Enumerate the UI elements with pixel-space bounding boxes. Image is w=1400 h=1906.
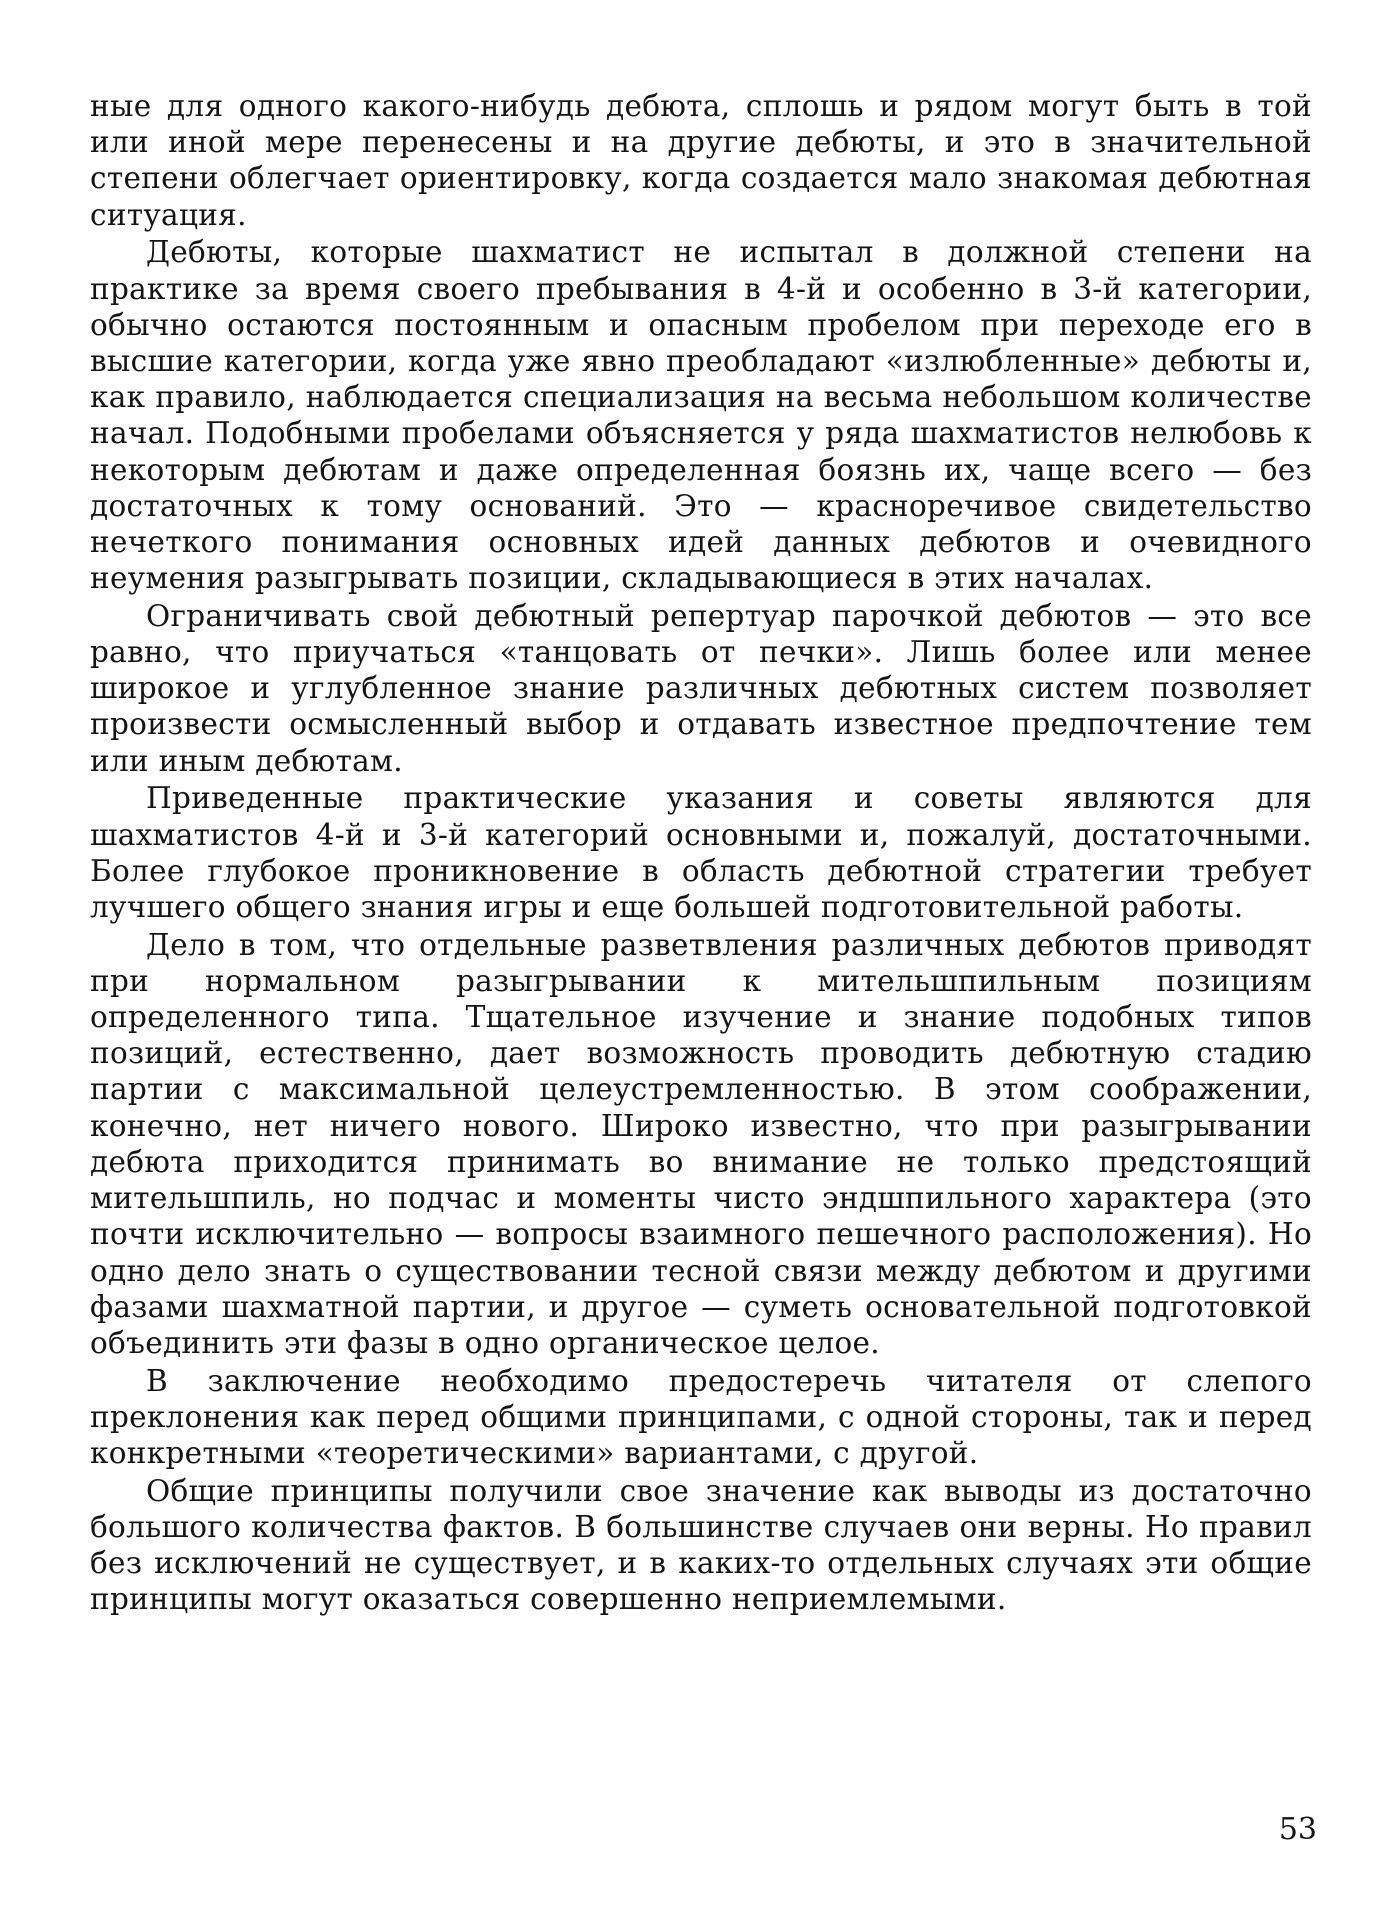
paragraph: Дебюты, которые шахматист не испытал в должной степени на практике за время своего пребывания в 4-й и особенно в 3-й категории, обычно остаются постоянным и опасным пробелом при переходе его в высшие категории, когда уже явно преобладают «излюбленные» дебюты и, как правило, наблюдается специализация на весьма небольшом количестве начал. Подобными пробелами объясняется у ряда шахматистов нелюбовь к некоторым дебютам и даже определенная боязнь их, чаще всего — без достаточных к тому оснований. Это — красноречивое свидетельство нечеткого понимания основных идей данных дебютов и очевидного неумения разыгрывать позиции, складывающиеся в этих началах. <box>90 235 1312 596</box>
body-text <box>90 88 1312 1619</box>
paragraph: Приведенные практические указания и советы являются для шахматистов 4-й и 3-й категорий основными и, пожалуй, достаточными. Более глубокое проникновение в область дебютной стратегии требует лучшего общего знания игры и еще большей подготовительной работы. <box>90 781 1312 924</box>
paragraph: Дело в том, что отдельные разветвления различных дебютов приводят при нормальном разыгрывании к мительшпильным позициям определенного типа. Тщательное изучение и знание подобных типов позиций, естественно, дает возможность проводить дебютную стадию партии с максимальной целеустремленностью. В этом соображении, конечно, нет ничего нового. Широко известно, что при разыгрывании дебюта приходится принимать во внимание не только предстоящий мительшпиль, но подчас и моменты чисто эндшпильного характера (это почти исключительно — вопросы взаимного пешечного расположения). Но одно дело знать о существовании тесной связи между дебютом и другими фазами шахматной партии, и другое — суметь основательной подготовкой объединить эти фазы в одно органическое целое. <box>90 927 1312 1360</box>
paragraph-continued: ные для одного какого-нибудь дебюта, сплошь и рядом могут быть в той или иной мере перенесены и на другие дебюты, и это в значительной степени облегчает ориентировку, когда создается мало знакомая дебютная ситуация. <box>90 89 1312 232</box>
paragraph: В заключение необходимо предостеречь читателя от слепого преклонения как перед общими принципами, с одной стороны, так и перед конкретными «теоретическими» вариантами, с другой. <box>90 1363 1312 1471</box>
paragraph: Общие принципы получили свое значение как выводы из достаточно большого количества фактов. В большинстве случаев они верны. Но правил без исключений не существует, и в каких-то отдельных случаях эти общие принципы могут оказаться совершенно неприемлемыми. <box>90 1473 1312 1617</box>
paragraph: Ограничивать свой дебютный репертуар парочкой дебютов — это все равно, что приучаться «танцовать от печки». Лишь более или менее широкое и углубленное знание различных дебютных систем позволяет произвести осмысленный выбор и отдавать известное предпочтение тем или иным дебютам. <box>90 598 1312 778</box>
page-number: 53 <box>1278 1812 1317 1847</box>
